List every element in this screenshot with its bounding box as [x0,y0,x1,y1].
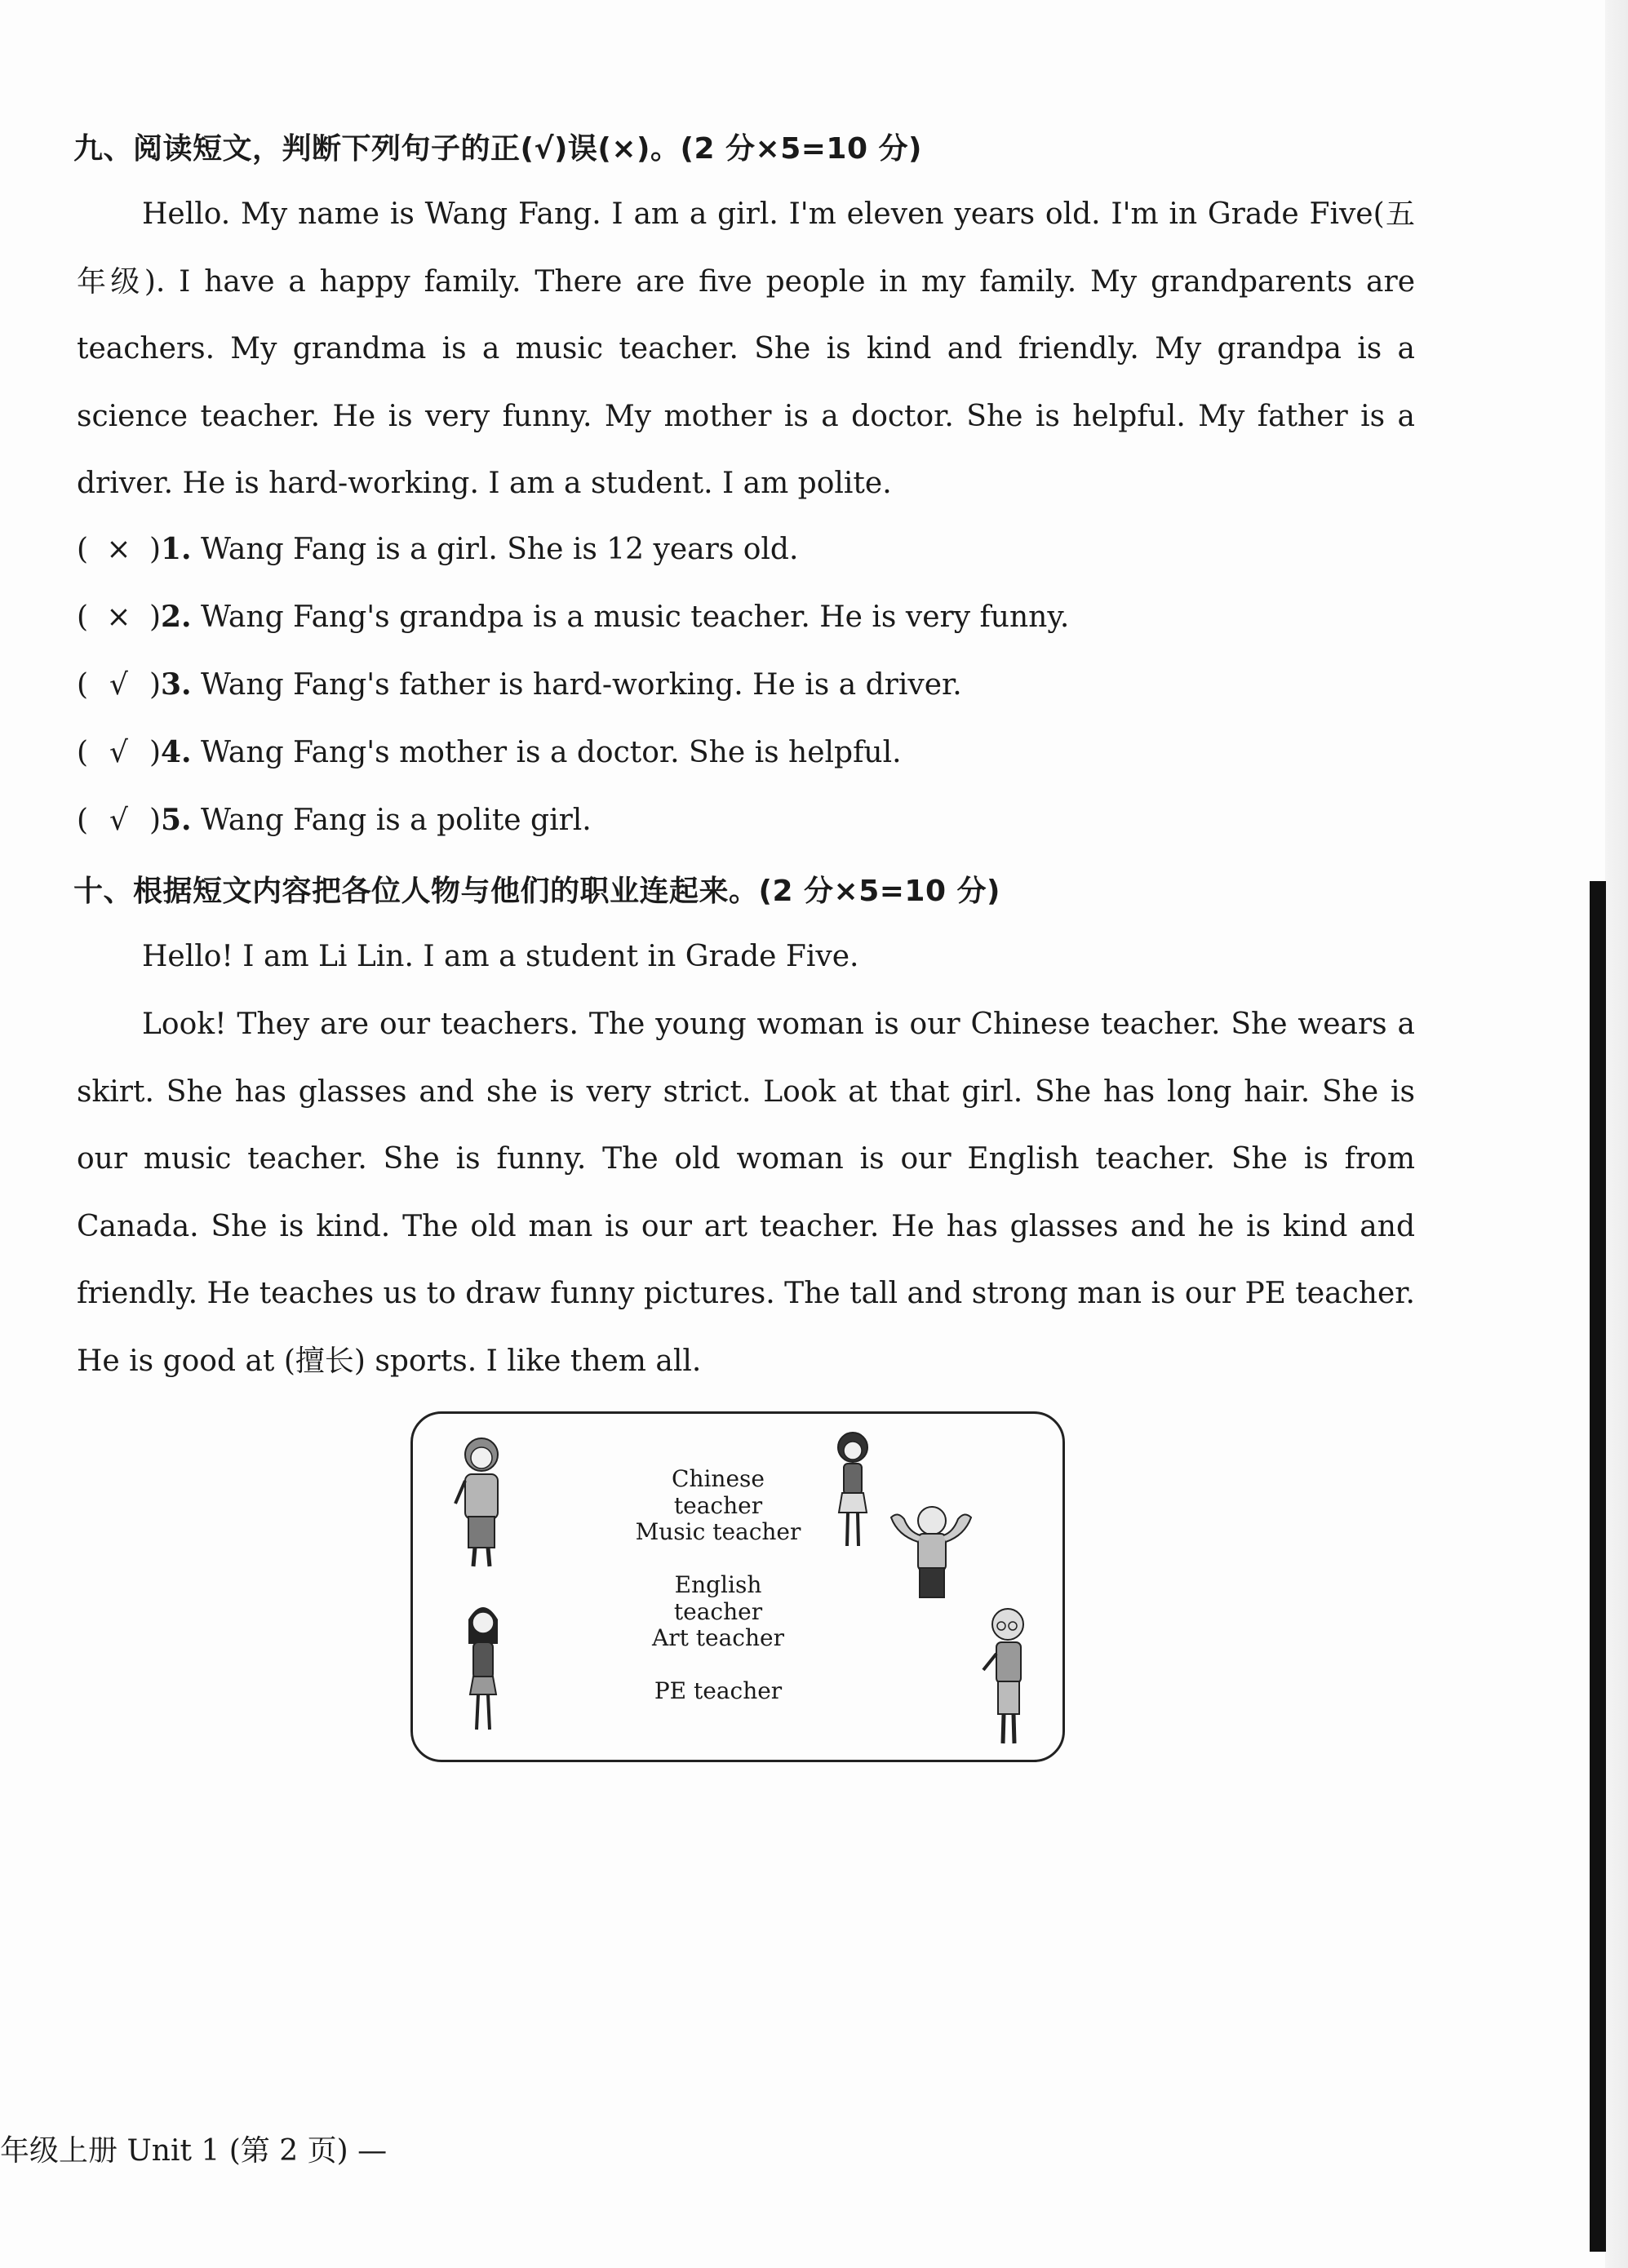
binding-shadow [1590,881,1606,2252]
strong-man-figure[interactable] [873,1503,987,1601]
job-chinese-teacher[interactable]: Chinese teacher [672,1465,765,1519]
answer-mark[interactable]: √ [109,736,128,769]
job-music-teacher[interactable]: Music teacher [635,1518,801,1545]
job-pe-teacher[interactable]: PE teacher [654,1677,783,1704]
page-edge [1605,0,1628,2268]
section10-passage: Look! They are our teachers. The young woman is our Chinese teacher. She wears a skirt. She has glasses and she is very strict. Look at that girl. She has long hair. She is our music teacher. She is funny. The old woman is our English teacher. She is from Canada. She is kind. The old man is our art teacher. He has glasses and he is kind and friendly. He teaches us to draw funny pictures. The tall and strong man is our PE teacher. He is good at (擅长) sports. I like them all. [77,1008,1415,1378]
job-english-teacher[interactable]: English teacher [673,1571,763,1625]
judge-item-2: ( × )2. Wang Fang's grandpa is a music teacher. He is very funny. [77,600,1070,634]
page-footer: 年级上册 Unit 1 (第 2 页) — [0,2134,388,2168]
answer-mark[interactable]: × [106,533,131,566]
job-art-teacher[interactable]: Art teacher [652,1624,784,1651]
answer-mark[interactable]: × [106,600,131,634]
section9-heading: 九、阅读短文，判断下列句子的正(√)误(×)。(2 分×5=10 分) [73,132,922,166]
judge-item-3: ( √ )3. Wang Fang's father is hard-working. He is a driver. [77,667,962,702]
answer-mark[interactable]: √ [109,804,128,837]
section10-heading: 十、根据短文内容把各位人物与他们的职业连起来。(2 分×5=10 分) [73,875,1000,908]
old-woman-figure[interactable] [447,1432,512,1570]
section10-intro: Hello! I am Li Lin. I am a student in Grade Five. [142,940,859,973]
answer-mark[interactable]: √ [109,668,128,702]
old-man-figure[interactable] [974,1603,1039,1750]
section9-passage: Hello. My name is Wang Fang. I am a girl. I'm eleven years old. I'm in Grade Five(五年级). I have a happy family. There are five people in my family. My grandparents are teachers. My grandma is a music teacher. She is kind and friendly. My grandpa is a science teacher. He is very funny. My mother is a doctor. She is helpful. My father is a driver. He is hard-working. I am a student. I am polite. [77,197,1415,500]
judge-item-4: ( √ )4. Wang Fang's mother is a doctor. She is helpful. [77,735,902,769]
judge-item-1: ( × )1. Wang Fang is a girl. She is 12 years old. [77,532,799,566]
judge-item-5: ( √ )5. Wang Fang is a polite girl. [77,803,592,837]
girl-figure[interactable] [450,1595,516,1734]
